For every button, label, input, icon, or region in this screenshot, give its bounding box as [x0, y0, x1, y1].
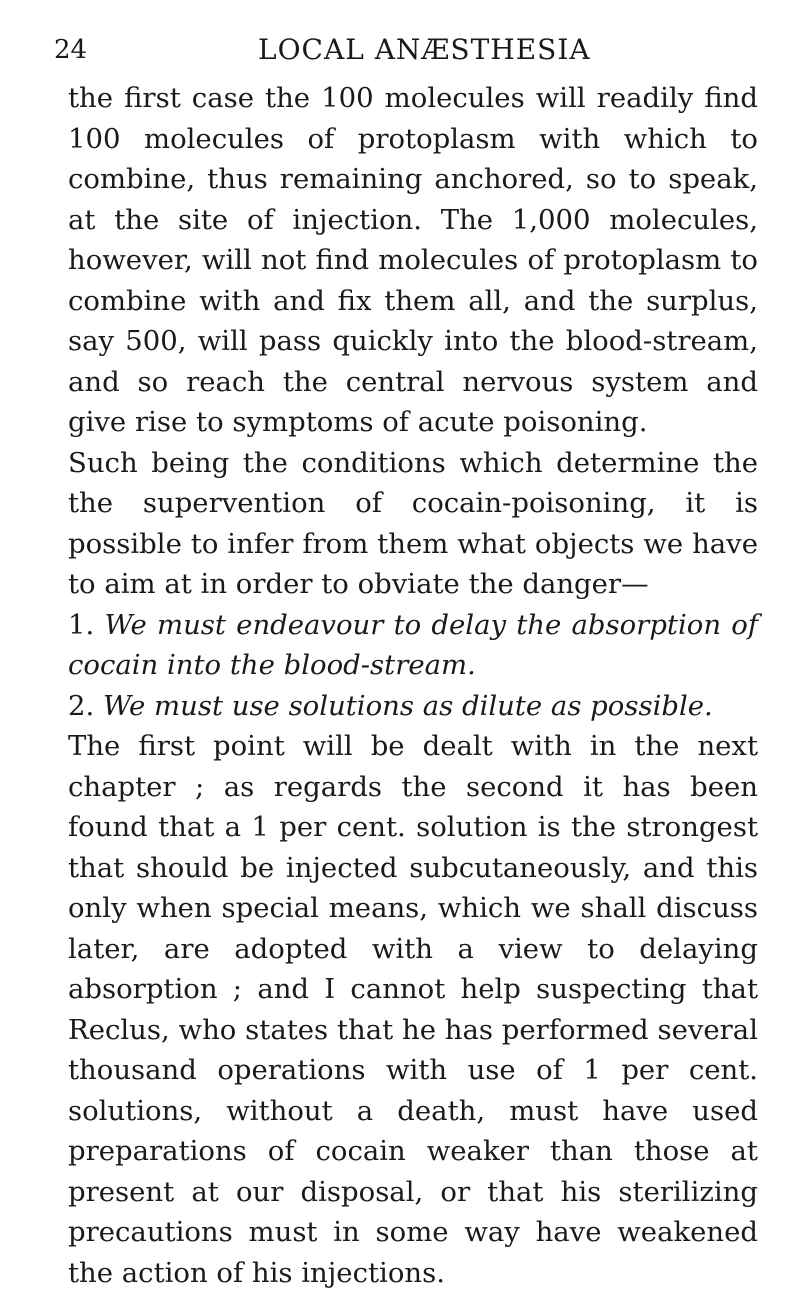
objective-1-text: We must endeavour to delay the absorption of cocain into the blood-stream.: [68, 608, 758, 681]
book-page: [54, 28, 758, 1293]
objective-1: [68, 605, 758, 686]
page-header: [54, 28, 758, 72]
paragraph-3: The first point will be dealt with in the next chapter ; as regards the second it has been found that a 1 per cent. solution is the strongest that should be injected subcutaneously, and this only when special means, which we shall discuss later, are adopted with a view to delaying absorption ; and I cannot help suspecting that Reclus, who states that he has performed several thousand operations with use of 1 per cent. solutions, without a death, must have used preparations of cocain weaker than those at present at our disposal, or that his sterilizing precautions must in some way have weakened the action of his injections.: [68, 730, 758, 1289]
objective-2-number: 2.: [68, 689, 95, 722]
objective-2: [68, 686, 758, 727]
running-head: LOCAL ANÆSTHESIA: [258, 33, 591, 66]
paragraph-2: Such being the conditions which determine the the supervention of cocain-poisoning, it is possible to infer from them what objects we have to aim at in order to obviate the danger—: [68, 446, 758, 600]
objective-2-text: We must use solutions as dilute as possible.: [103, 689, 713, 722]
objective-1-number: 1.: [68, 608, 95, 641]
page-number: 24: [54, 35, 88, 65]
body-text: [68, 78, 758, 1293]
paragraph-1: the first case the 100 molecules will readily find 100 molecules of protoplasm with which to combine, thus remaining anchored, so to speak, at the site of injection. The 1,000 molecules, however, will not find molecules of protoplasm to combine with and fix them all, and the surplus, say 500, will pass quickly into the blood-stream, and so reach the central nervous system and give rise to symptoms of acute poisoning.: [68, 82, 758, 438]
